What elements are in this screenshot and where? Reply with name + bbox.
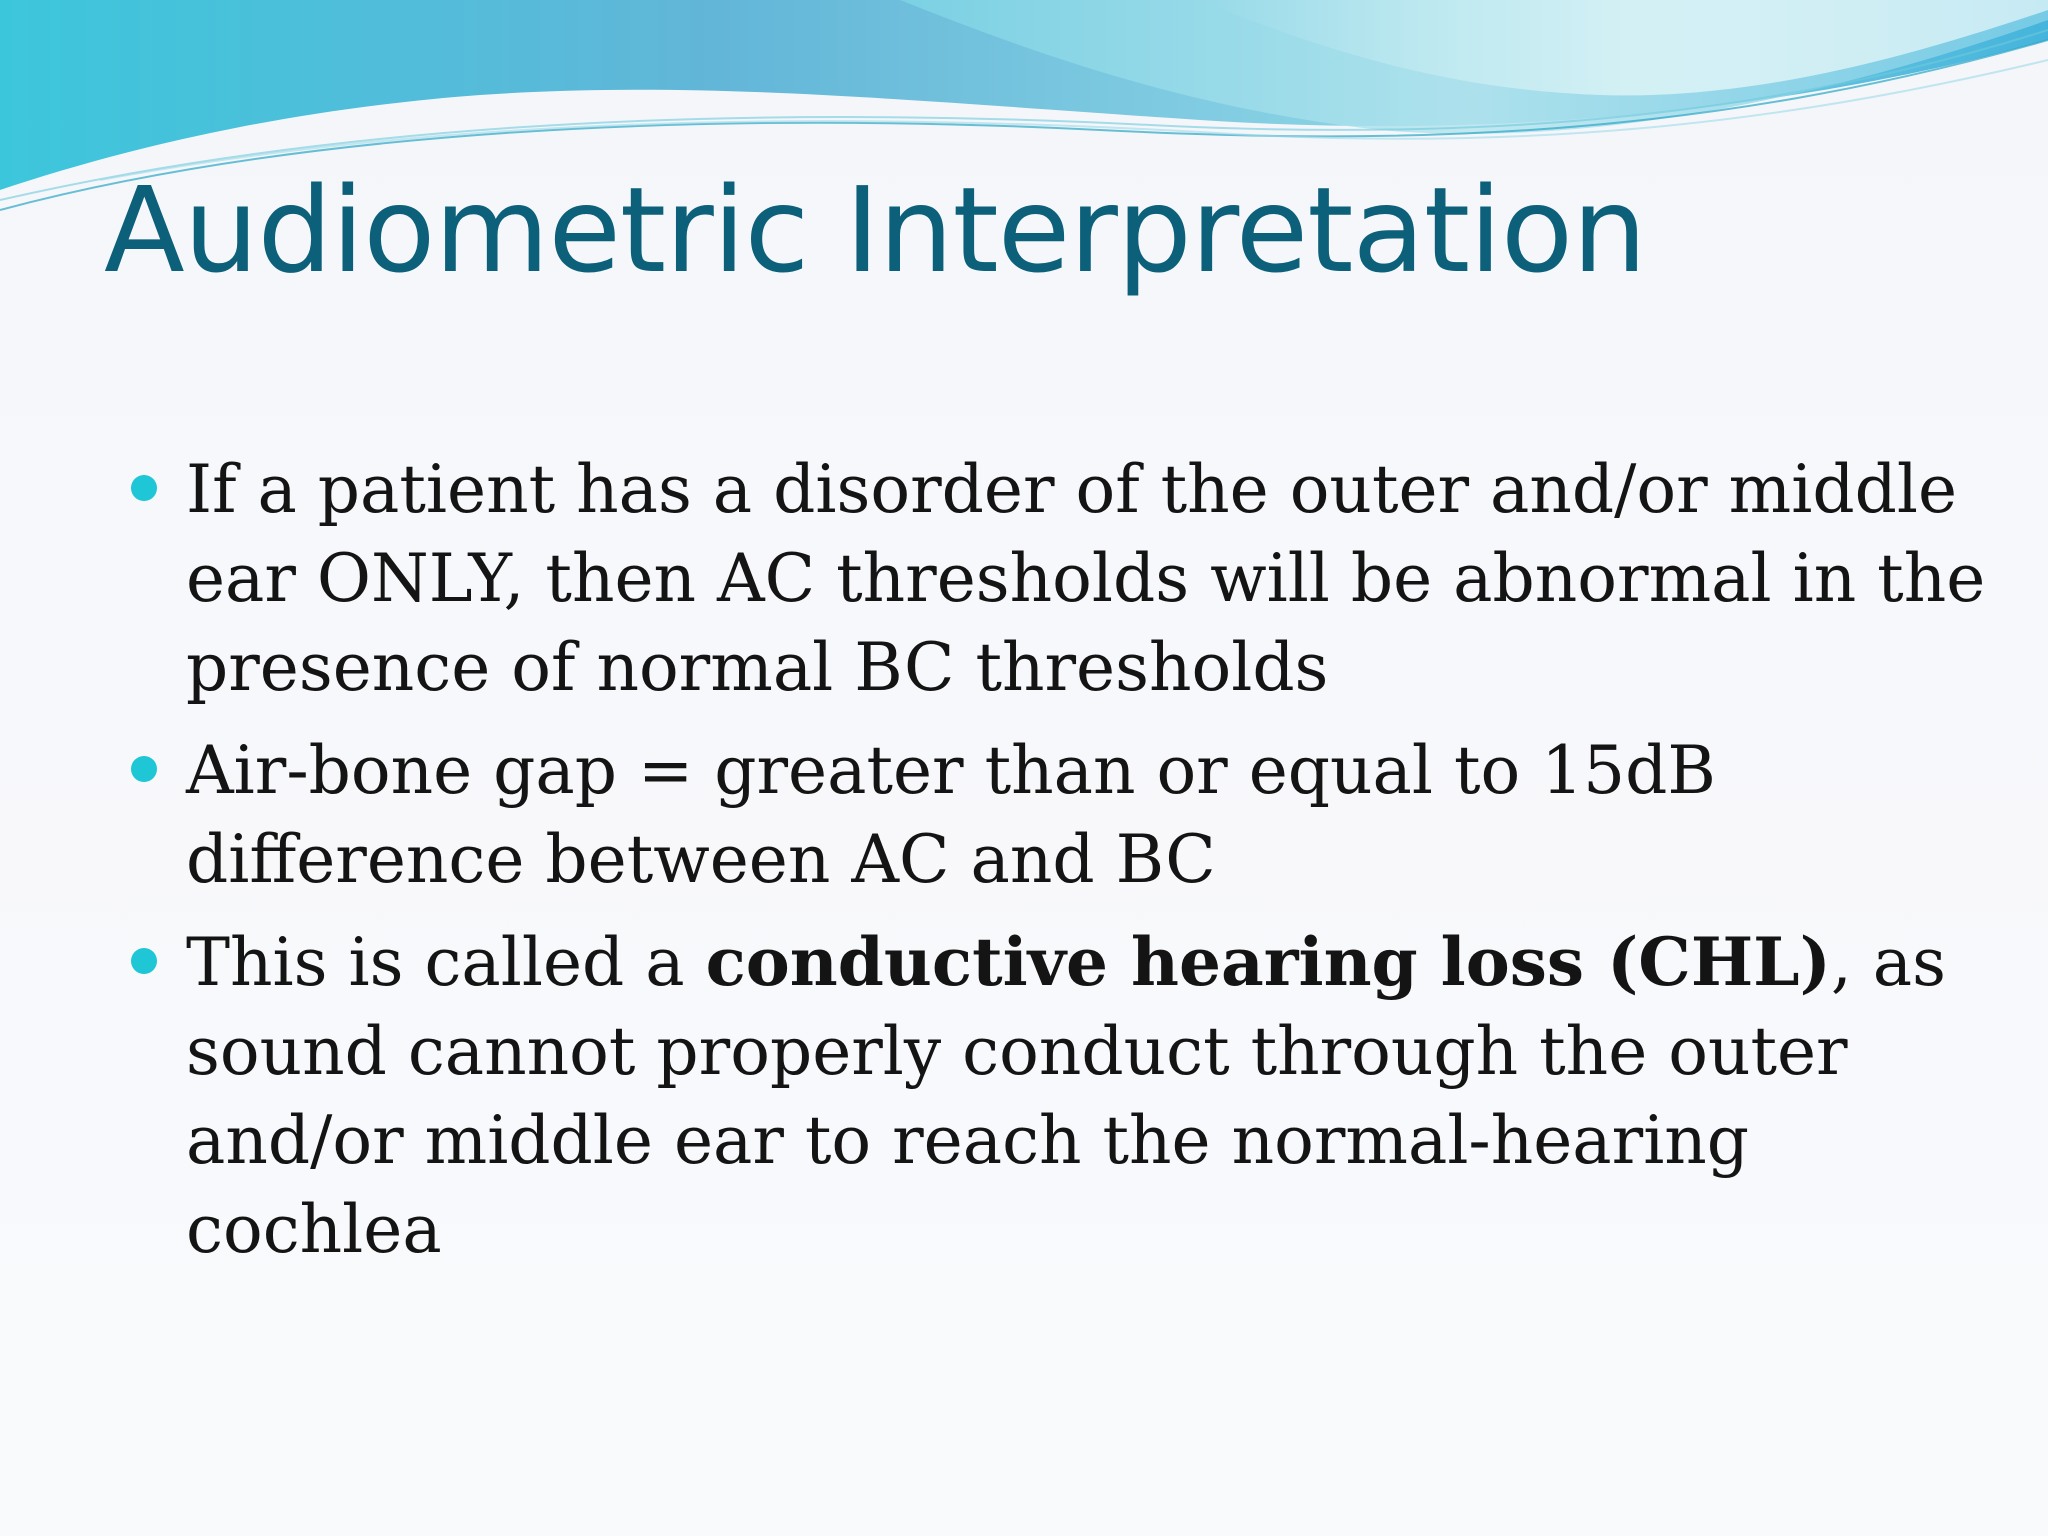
bullet-dot-icon — [131, 756, 157, 782]
bullet-text-emphasis: conductive hearing loss (CHL) — [705, 923, 1831, 1001]
bullet-list — [128, 445, 2008, 1288]
bullet-text-suffix: , as sound cannot properly conduct through the outer and/or middle ear to reach the normal-hearing cochlea — [186, 924, 1947, 1268]
bullet-text-prefix: This is called a — [186, 924, 706, 1001]
bullet-text: Air-bone gap = greater than or equal to 15dB difference between AC and BC — [186, 732, 1716, 898]
bullet-dot-icon — [131, 948, 157, 974]
bullet-item — [128, 445, 2008, 712]
bullet-dot-icon — [131, 475, 157, 501]
bullet-item — [128, 726, 2008, 904]
bullet-text: If a patient has a disorder of the outer and/or middle ear ONLY, then AC thresholds will be abnormal in the presence of normal BC thresholds — [186, 451, 1986, 706]
bullet-item — [128, 918, 2008, 1274]
slide-title: Audiometric Interpretation — [104, 161, 1646, 299]
